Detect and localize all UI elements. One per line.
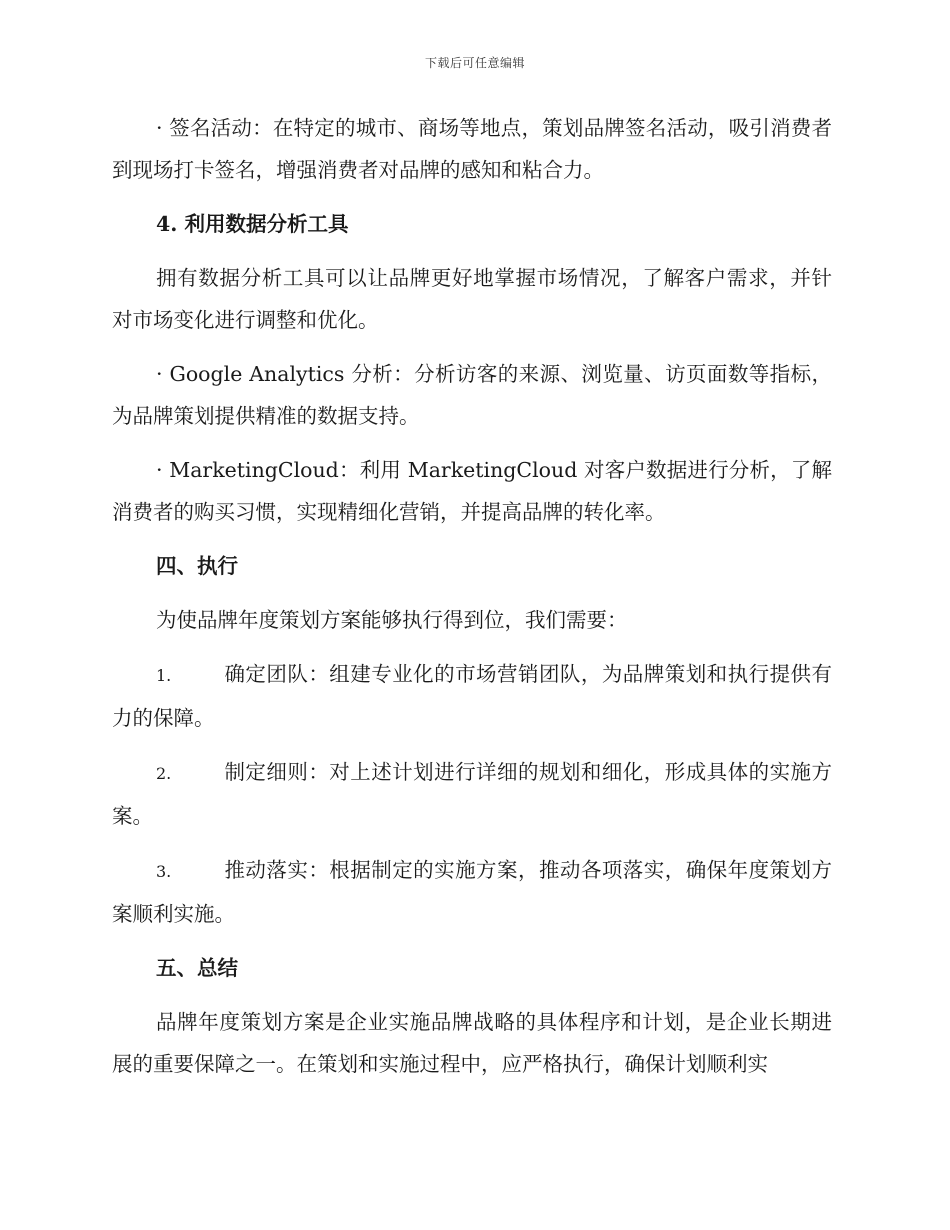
list-item-text: 制定细则：对上述计划进行详细的规划和细化，形成具体的实施方案。 [112,760,832,828]
list-item-text: 推动落实：根据制定的实施方案，推动各项落实，确保年度策划方案顺利实施。 [112,858,832,926]
list-item-number: 3. [156,862,172,881]
paragraph-execution-intro: 为使品牌年度策划方案能够执行得到位，我们需要： [156,608,628,632]
list-item [112,849,832,935]
paragraph-signing-activity: · 签名活动：在特定的城市、商场等地点，策划品牌签名活动，吸引消费者到现场打卡签名，增强消费者对品牌的感知和粘合力。 [112,116,832,182]
paragraph-google-analytics: · Google Analytics 分析：分析访客的来源、浏览量、访页面数等指标，为品牌策划提供精准的数据支持。 [112,362,832,428]
heading-summary: 五、总结 [156,956,238,980]
page-content [112,107,832,1097]
list-item-text: 确定团队：组建专业化的市场营销团队，为品牌策划和执行提供有力的保障。 [112,662,832,730]
page-header: 下载后可任意编辑 [424,56,525,70]
list-item-number: 1. [156,666,172,685]
list-item [112,751,832,837]
heading-execution: 四、执行 [156,554,238,578]
list-item [112,653,832,739]
heading-data-analysis-tools: 4. 利用数据分析工具 [156,212,349,236]
paragraph-summary: 品牌年度策划方案是企业实施品牌战略的具体程序和计划，是企业长期进展的重要保障之一。在策划和实施过程中，应严格执行，确保计划顺利实 [112,1010,832,1076]
paragraph-marketing-cloud: · MarketingCloud：利用 MarketingCloud 对客户数据进行分析，了解消费者的购买习惯，实现精细化营销，并提高品牌的转化率。 [112,458,832,524]
list-item-number: 2. [156,764,172,783]
paragraph-data-analysis-intro: 拥有数据分析工具可以让品牌更好地掌握市场情况，了解客户需求，并针对市场变化进行调整和优化。 [112,266,832,332]
